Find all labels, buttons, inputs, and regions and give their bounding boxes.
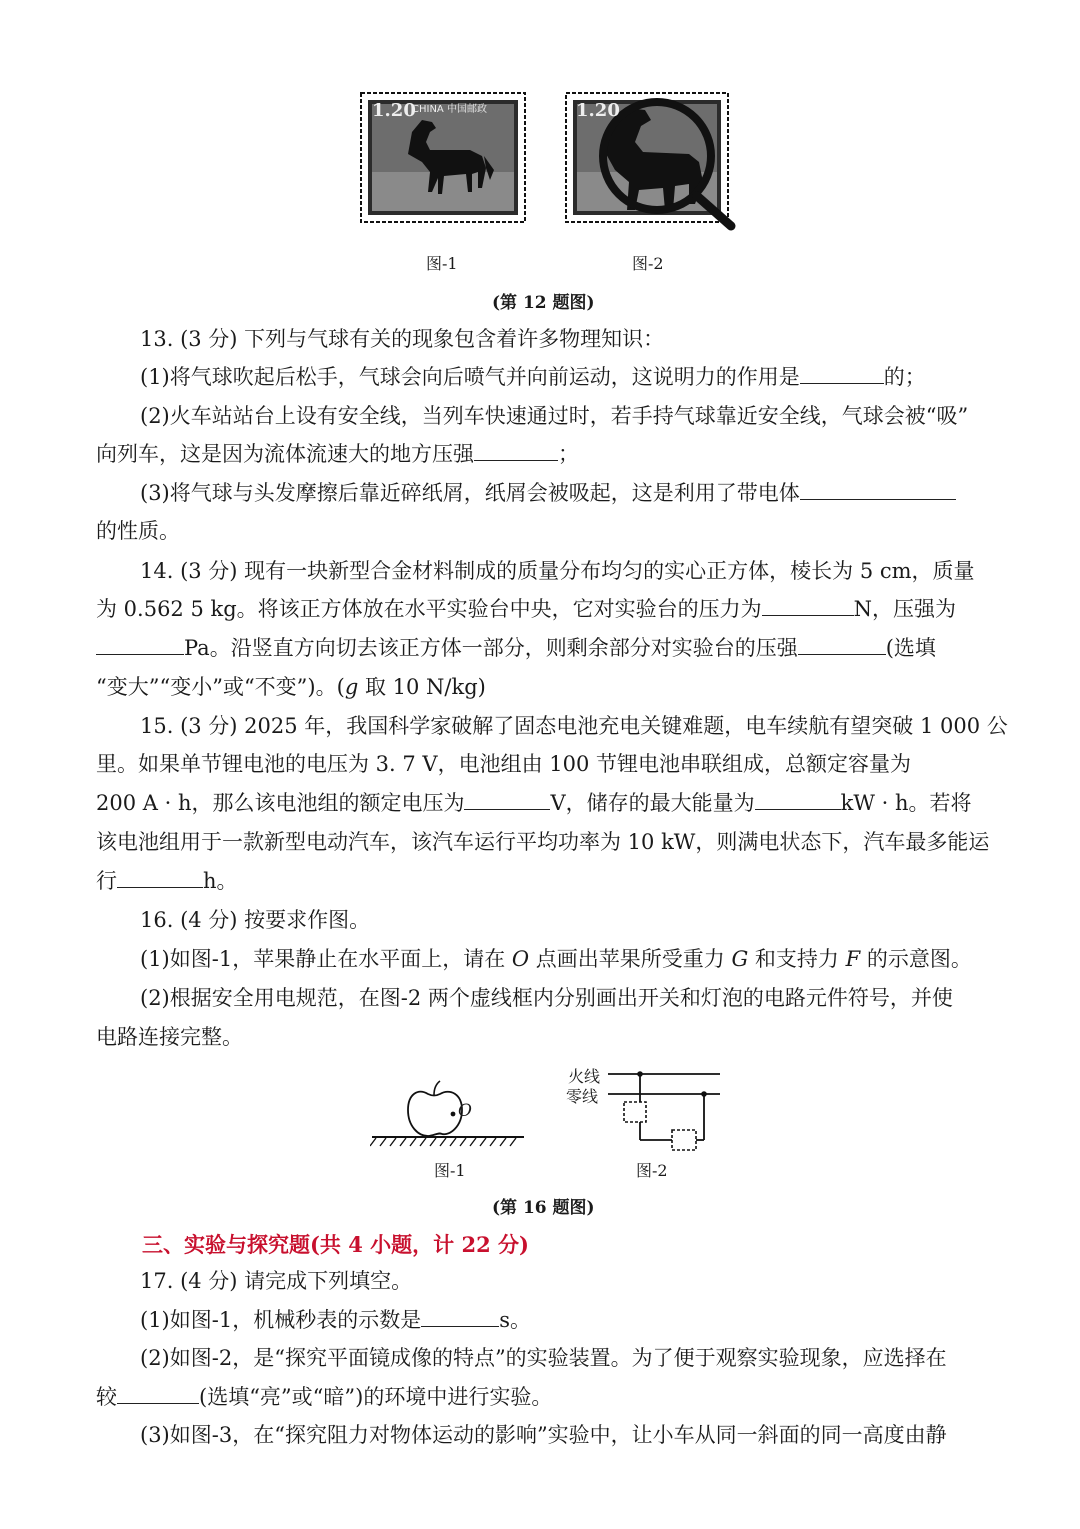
q13-part2-line2 xyxy=(96,439,579,469)
fig16-label-1: 图-1 xyxy=(434,1161,466,1180)
q13-stem: 13. (3 分) 下列与气球有关的现象包含着许多物理知识： xyxy=(140,327,665,351)
q16-part1-mid1: 点画出苹果所受重力 xyxy=(529,947,732,971)
live-wire-label: 火线 xyxy=(568,1067,601,1086)
circuit-figure xyxy=(606,1064,726,1154)
q15-line5 xyxy=(96,866,238,896)
q17-stem: 17. (4 分) 请完成下列填空。 xyxy=(140,1269,413,1293)
q13-part2-line1: (2)火车站站台上设有安全线，当列车快速通过时，若手持气球靠近安全线，气球会被“吸” xyxy=(140,404,969,428)
q14-line3-end: (选填 xyxy=(885,636,936,660)
fig12-label-1: 图-1 xyxy=(426,254,458,273)
q13-part3-line2: 的性质。 xyxy=(96,519,180,543)
q15-blank-3[interactable] xyxy=(117,867,203,888)
q14-line1: 14. (3 分) 现有一块新型合金材料制成的质量分布均匀的实心正方体，棱长为 5 cm，质量 xyxy=(140,559,975,583)
q15-line5-text: 行 xyxy=(96,869,117,893)
q16-part1-text: (1)如图-1，苹果静止在水平面上，请在 xyxy=(140,947,512,971)
q13-part2-end: ； xyxy=(558,442,579,466)
q14-line4-text: “变大”“变小”或“不变”)。( xyxy=(96,675,345,699)
apple-figure xyxy=(370,1080,528,1150)
q16-part1-mid2: 和支持力 xyxy=(748,947,846,971)
q17-blank-1[interactable] xyxy=(421,1306,499,1327)
q16-force-F: F xyxy=(845,947,861,971)
fig16-label-2: 图-2 xyxy=(636,1161,668,1180)
q14-blank-2[interactable] xyxy=(96,634,184,655)
q17-part1 xyxy=(140,1305,531,1335)
q15-line2: 里。如果单节锂电池的电压为 3. 7 V，电池组由 100 节锂电池串联组成，总额定容量为 xyxy=(96,752,912,776)
q13-part1 xyxy=(140,362,926,392)
q14-g-symbol: g xyxy=(344,675,359,699)
q15-line3-text: 200 A · h，那么该电池组的额定电压为 xyxy=(96,791,465,815)
stamp1-value: 1.20 xyxy=(372,100,416,121)
q17-part1-end: s。 xyxy=(499,1308,531,1332)
section-3-title: 三、实验与探究题(共 4 小题，计 22 分) xyxy=(142,1232,529,1257)
q15-line1: 15. (3 分) 2025 年，我国科学家破解了固态电池充电关键难题，电车续航有望突破 1 000 公 xyxy=(140,714,1008,738)
q17-part2-text: 较 xyxy=(96,1385,117,1409)
stamp2-value: 1.20 xyxy=(576,100,620,121)
q13-part1-text: (1)将气球吹起后松手，气球会向后喷气并向前运动，这说明力的作用是 xyxy=(140,365,800,389)
q13-blank-1[interactable] xyxy=(800,363,884,384)
q16-part1-end: 的示意图。 xyxy=(860,947,972,971)
q15-line5-end: h。 xyxy=(203,869,238,893)
q15-line3-end: kW · h。若将 xyxy=(840,791,972,815)
q13-blank-3[interactable] xyxy=(800,479,956,500)
q14-line2-text: 为 0.562 5 kg。将该正方体放在水平实验台中央，它对实验台的压力为 xyxy=(96,597,762,621)
q16-force-G: G xyxy=(731,947,749,971)
q15-blank-2[interactable] xyxy=(755,789,841,810)
q13-part1-end: 的； xyxy=(883,365,926,389)
q16-part1 xyxy=(140,944,972,974)
q14-line3 xyxy=(96,633,936,663)
q17-part2-end: (选填“亮”或“暗”)的环境中进行实验。 xyxy=(199,1385,553,1409)
q13-part2-text: 向列车，这是因为流体流速大的地方压强 xyxy=(96,442,474,466)
q15-line4: 该电池组用于一款新型电动汽车，该汽车运行平均功率为 10 kW，则满电状态下，汽车最多能运 xyxy=(96,830,990,854)
q17-part3: (3)如图-3，在“探究阻力对物体运动的影响”实验中，让小车从同一斜面的同一高度由静 xyxy=(140,1423,947,1447)
q16-point-O: O xyxy=(511,947,530,971)
q14-line4 xyxy=(96,672,486,702)
q15-line3-mid: V，储存的最大能量为 xyxy=(550,791,755,815)
q14-blank-1[interactable] xyxy=(762,595,854,616)
fig12-label-2: 图-2 xyxy=(632,254,664,273)
apple-point-label: O xyxy=(458,1101,472,1121)
q14-line2 xyxy=(96,594,956,624)
q17-blank-2[interactable] xyxy=(117,1383,199,1404)
q16-stem: 16. (4 分) 按要求作图。 xyxy=(140,908,371,932)
q13-part3-line1 xyxy=(140,478,956,508)
q14-line4-end: 取 10 N/kg) xyxy=(358,675,486,699)
q14-line2-end: N，压强为 xyxy=(853,597,957,621)
q13-blank-2[interactable] xyxy=(474,440,558,461)
q16-part2-line2: 电路连接完整。 xyxy=(96,1025,243,1049)
fig12-caption: (第 12 题图) xyxy=(492,293,595,313)
q17-part1-text: (1)如图-1，机械秒表的示数是 xyxy=(140,1308,422,1332)
neutral-wire-label: 零线 xyxy=(566,1087,599,1106)
q15-line3 xyxy=(96,788,972,818)
q17-part2-line2 xyxy=(96,1382,552,1412)
q14-line3-text: Pa。沿竖直方向切去该正方体一部分，则剩余部分对实验台的压强 xyxy=(184,636,798,660)
q14-blank-3[interactable] xyxy=(798,634,886,655)
fig16-caption: (第 16 题图) xyxy=(492,1198,595,1218)
q13-part3-text: (3)将气球与头发摩擦后靠近碎纸屑，纸屑会被吸起，这是利用了带电体 xyxy=(140,481,800,505)
q16-part2-line1: (2)根据安全用电规范，在图-2 两个虚线框内分别画出开关和灯泡的电路元件符号，并使 xyxy=(140,986,953,1010)
stamp1-label: CHINA 中国邮政 xyxy=(412,104,487,115)
q15-blank-1[interactable] xyxy=(464,789,550,810)
q17-part2-line1: (2)如图-2，是“探究平面镜成像的特点”的实验装置。为了便于观察实验现象，应选择在 xyxy=(140,1346,947,1370)
